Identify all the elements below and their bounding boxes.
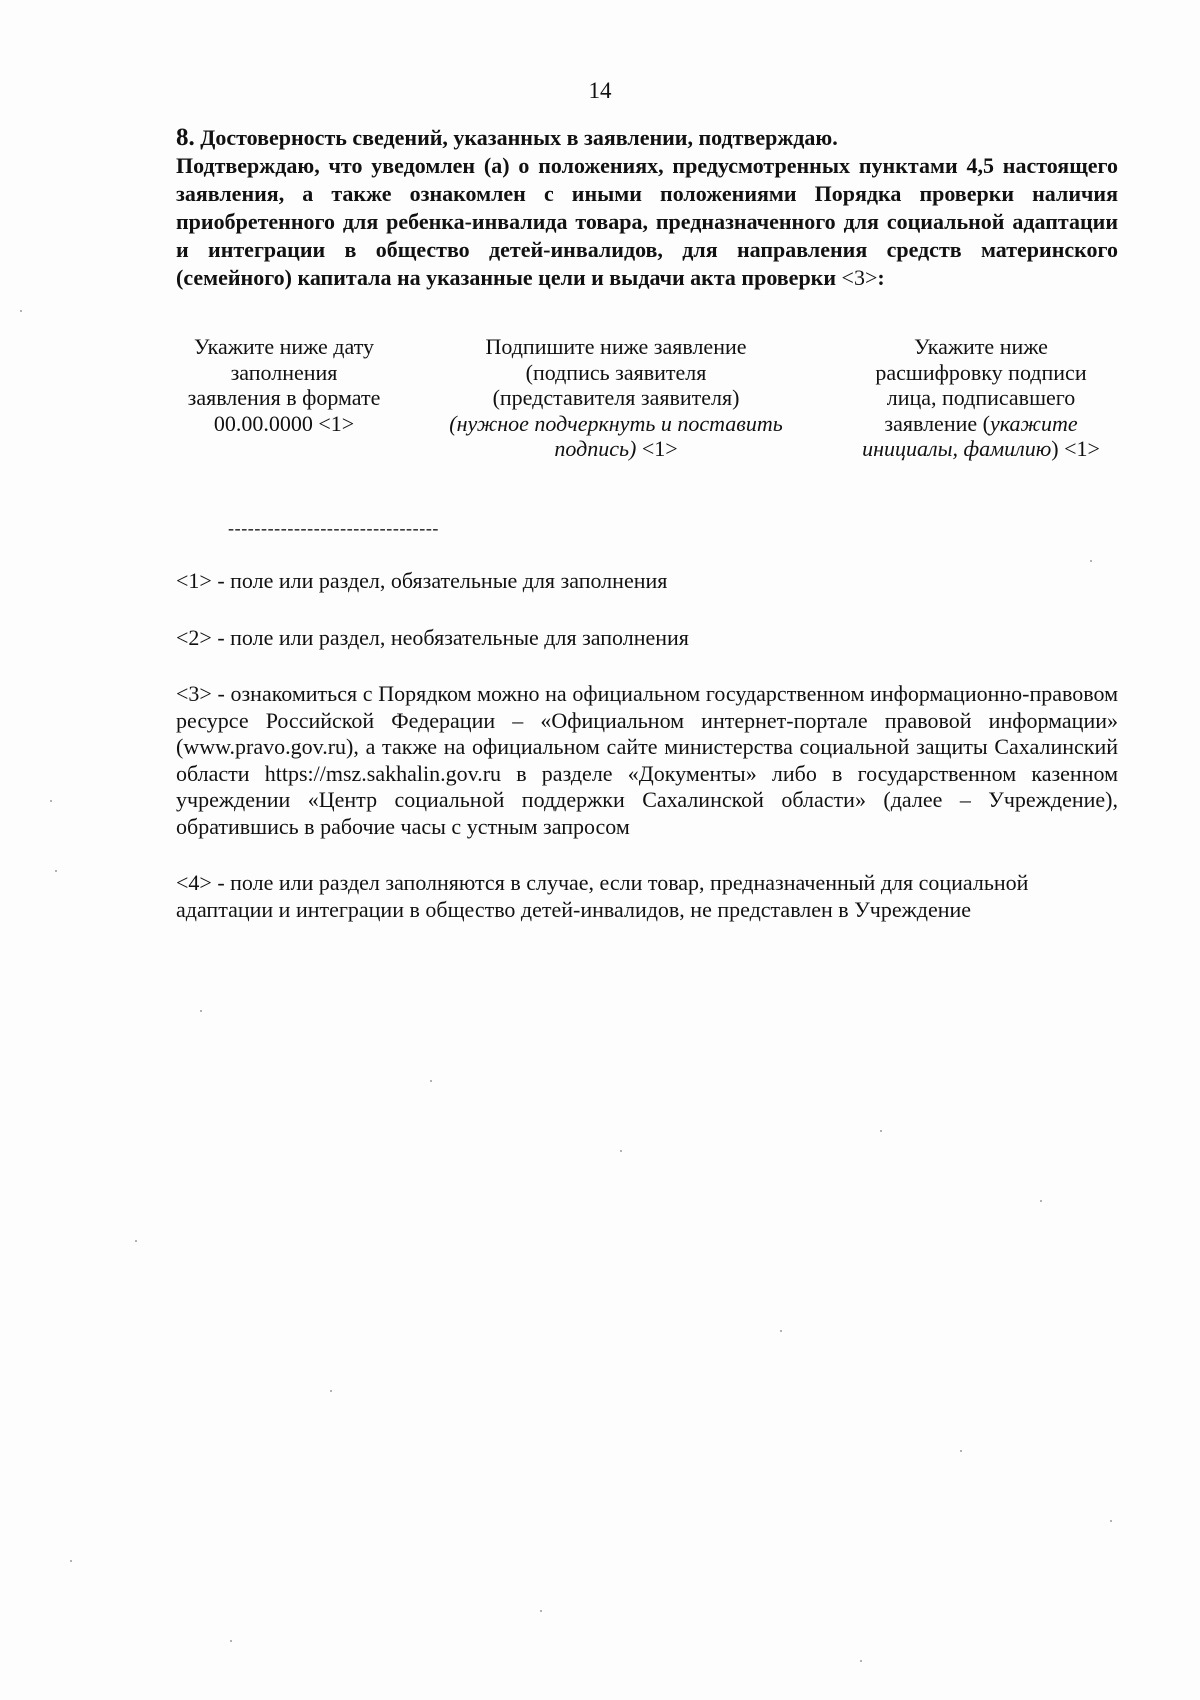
section-heading [176,124,1118,152]
name-ref: ) <1> [1051,436,1100,461]
date-instruction-line-1: Укажите ниже дату [193,334,375,359]
date-instruction-line-3: заявления в формате [187,385,381,410]
scan-speck [330,1390,332,1392]
scan-speck [20,310,22,312]
confirmation-paragraph [176,152,1118,292]
scan-speck [430,1080,432,1082]
confirmation-end: : [877,265,885,290]
signature-instruction-italic-1: (нужное подчеркнуть и поставить [449,410,783,436]
scan-speck [1040,1200,1042,1202]
scan-speck [780,1330,782,1332]
name-column [836,334,1126,462]
signature-column [416,334,816,462]
name-instruction-italic-2: инициалы, фамилию [862,436,1052,461]
confirmation-text: Подтверждаю, что уведомлен (а) о положениях, предусмотренных пунктами 4,5 настоящего заявления, а также ознакомлен с иными положениями Порядка проверки наличия приобретенного для ребенка-инвалида товара, предназначенного для социальной адаптации и интеграции в общество детей-инвалидов, для направления средств материнского (семейного) капитала на указанные цели и выдачи акта проверки [176,153,1118,290]
name-instruction-line-1: Укажите ниже [914,334,1048,359]
scan-speck [50,800,52,802]
scan-speck [540,1610,542,1612]
document-body [176,124,1118,923]
footnote-3: <3> - ознакомиться с Порядком можно на официальном государственном информационно-правовом ресурсе Российской Федерации – «Официальном интернет-портале правовой информации» (www.pravo.gov.ru), а также на официальном сайте министерства социальной защиты Сахалинский области https://msz.sakhalin.gov.ru в разделе «Документы» либо в государственном казенном учреждении «Центр социальной поддержки Сахалинской области» (далее – Учреждение), обратившись в рабочие часы с устным запросом [176,681,1118,839]
footnote-2: <2> - поле или раздел, необязательные для заполнения [176,624,689,650]
scan-speck [1090,560,1092,562]
signature-instruction-line-2: (подпись заявителя [525,359,707,385]
date-column [166,334,402,436]
signature-columns [176,334,1118,484]
signature-instruction-line-1: Подпишите ниже заявление [485,334,747,359]
footnote-separator: -------------------------------- [228,518,440,538]
name-instruction-italic-1: укажите [989,410,1078,436]
footnote-4: <4> - поле или раздел заполняются в случае, если товар, предназначенный для социальной адаптации и интеграции в общество детей-инвалидов, не представлен в Учреждение [176,870,1029,922]
scan-speck [230,1640,232,1642]
scan-speck [1110,1520,1112,1522]
scan-speck [620,1150,622,1152]
name-instruction-line-3: лица, подписавшего [886,385,1076,410]
date-format: 00.00.0000 <1> [213,410,355,436]
section-heading-text: Достоверность сведений, указанных в заявлении, подтверждаю. [200,125,838,150]
footnote-1: <1> - поле или раздел, обязательные для заполнения [176,568,668,593]
page-number: 14 [588,78,612,103]
signature-instruction-line-3: (представителя заявителя) [492,385,740,410]
name-instruction-line-4: заявление ( [884,410,990,436]
scan-speck [960,1450,962,1452]
scan-speck [70,1560,72,1562]
section-number: 8. [176,124,195,151]
name-instruction-line-2: расшифровку подписи [875,359,1087,385]
scan-speck [200,1010,202,1012]
signature-ref: <1> [636,436,678,461]
confirmation-ref: <3> [841,265,878,290]
scan-speck [55,870,57,872]
signature-instruction-italic-2: подпись) [554,436,637,461]
date-instruction-line-2: заполнения [230,359,338,385]
scan-speck [860,1660,862,1662]
scan-speck [135,1240,137,1242]
scan-speck [880,1130,882,1132]
